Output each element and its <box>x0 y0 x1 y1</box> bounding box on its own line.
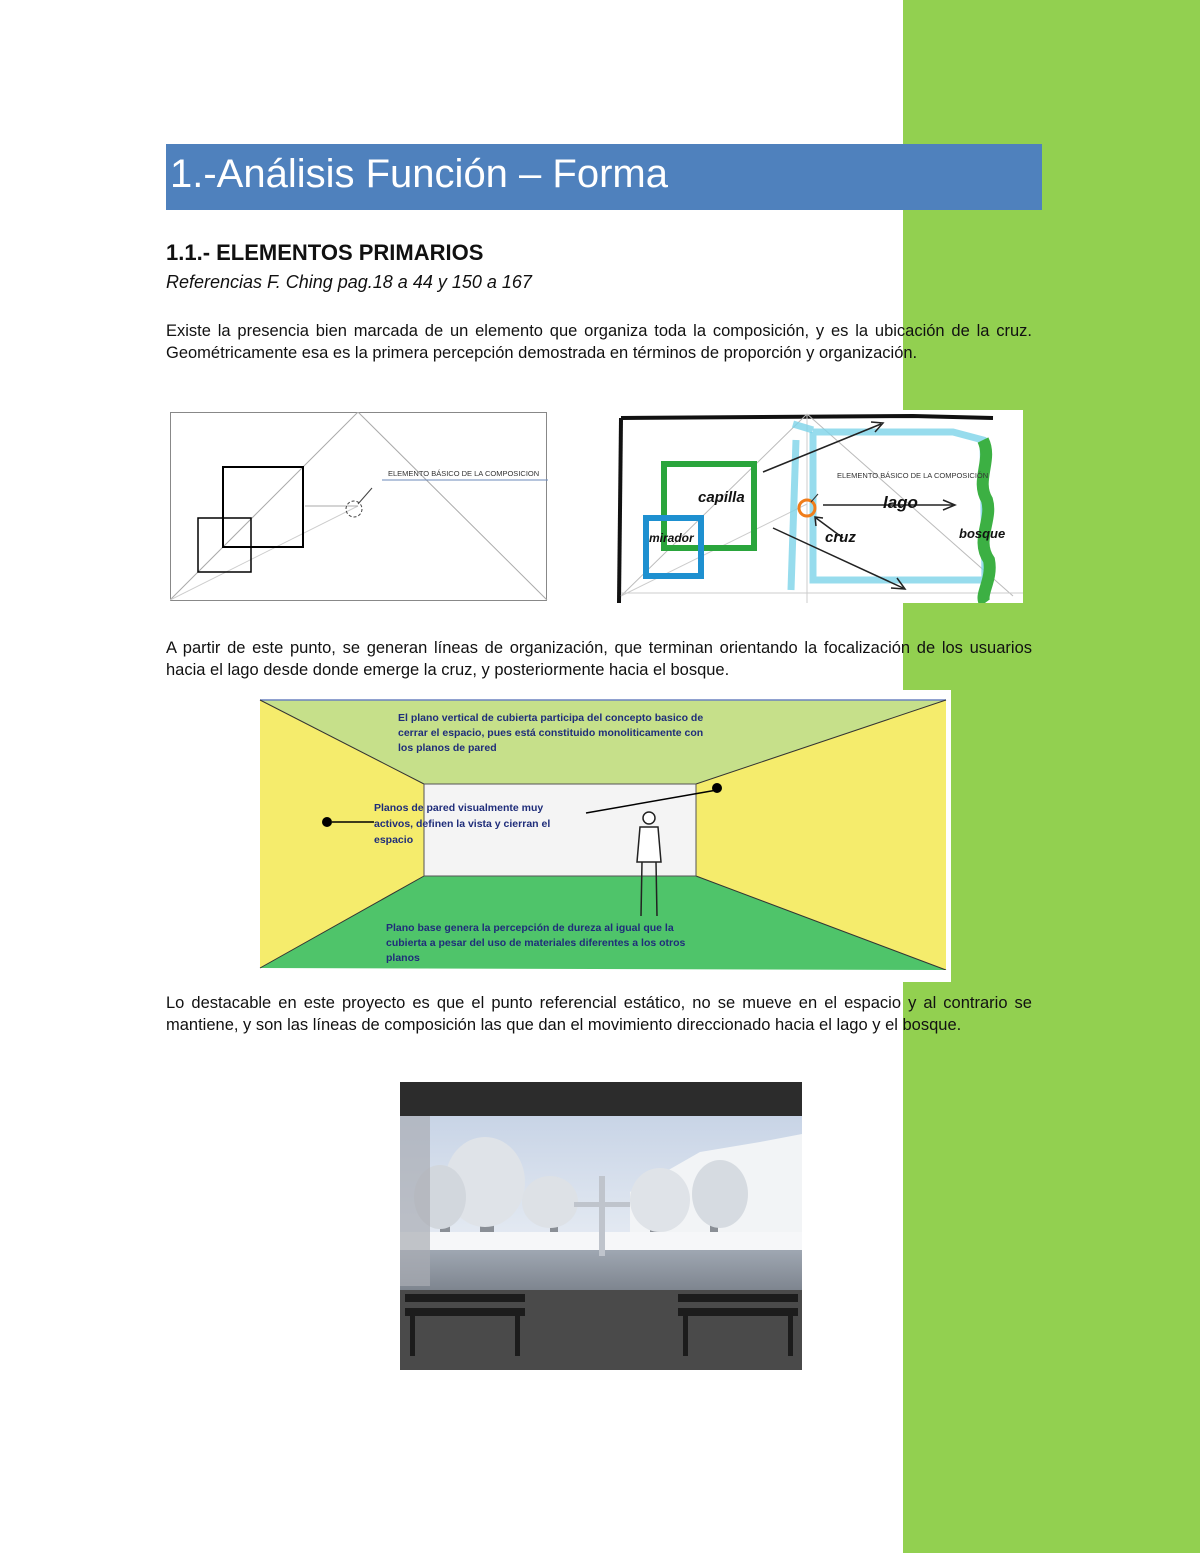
figure-sketch-diagram <box>613 410 1023 603</box>
figure-perspective-planes <box>256 690 951 982</box>
paragraph-1: Existe la presencia bien marcada de un elemento que organiza toda la composición, y es la ubicación de la cruz. Geométricamente esa es la primera percepción demostrada en términos de proporción y organización. <box>166 322 1032 362</box>
figure1-label: ELEMENTO BÁSICO DE LA COMPOSICION <box>388 469 540 478</box>
figure-chapel-photo <box>400 1082 802 1370</box>
sketch-label-mirador: mirador <box>649 531 694 545</box>
note-top-line-3: los planos de pared <box>398 742 497 754</box>
sketch-label-cruz: cruz <box>825 529 856 546</box>
note-top-line-1: El plano vertical de cubierta participa del concepto basico de <box>398 712 704 724</box>
paragraph-2: A partir de este punto, se generan líneas de organización, que terminan orientando la focalización de los usuarios hacia el lago desde donde emerge la cruz, y posteriormente hacia el bosque. <box>166 639 1032 679</box>
note-top-line-2: cerrar el espacio, pues está constituido monoliticamente con <box>398 727 704 739</box>
figure-composition-diagram <box>170 412 548 602</box>
note-mid-line-1: Planos de pared visualmente muy <box>374 802 544 814</box>
sketch-label-bosque: bosque <box>959 526 1006 541</box>
page-title: 1.-Análisis Función – Forma <box>170 152 668 196</box>
note-bot-line-3: planos <box>386 952 420 964</box>
note-mid-line-2: activos, definen la vista y cierran el <box>374 818 551 830</box>
figure2-label: ELEMENTO BÁSICO DE LA COMPOSICIÓN <box>837 471 989 480</box>
sketch-label-capilla: capilla <box>698 489 745 506</box>
note-mid-line-3: espacio <box>374 834 414 846</box>
section-heading: 1.1.- ELEMENTOS PRIMARIOS <box>166 240 484 265</box>
section-reference: Referencias F. Ching pag.18 a 44 y 150 a 167 <box>166 272 532 292</box>
note-bot-line-1: Plano base genera la percepción de dureza al igual que la <box>386 922 674 934</box>
sketch-label-lago: lago <box>883 493 918 512</box>
note-bot-line-2: cubierta a pesar del uso de materiales diferentes a los otros <box>386 937 686 949</box>
paragraph-3: Lo destacable en este proyecto es que el punto referencial estático, no se mueve en el espacio y al contrario se mantiene, y son las líneas de composición las que dan el movimiento direccionado hacia el lago y el bosque. <box>166 994 1032 1034</box>
